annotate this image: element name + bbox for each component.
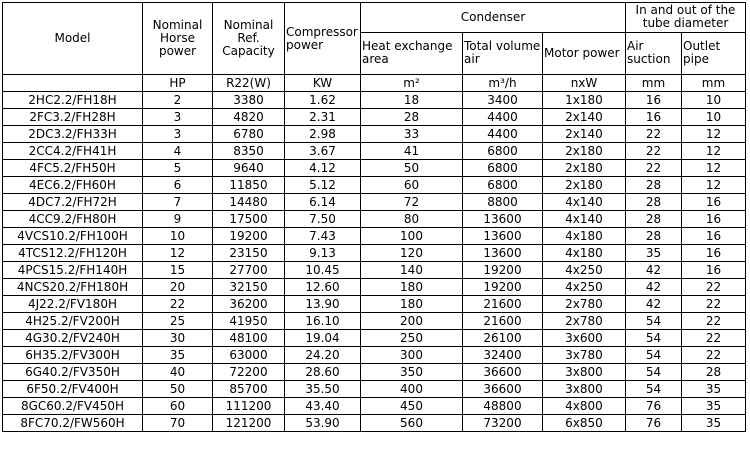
unit-outlet-pipe: mm: [682, 75, 746, 92]
cell-motor-power: 3x780: [543, 347, 626, 364]
cell-model: 4G30.2/FV240H: [3, 330, 143, 347]
cell-ref-capacity: 121200: [213, 415, 285, 432]
cell-ref-capacity: 63000: [213, 347, 285, 364]
cell-air-suction: 42: [626, 296, 682, 313]
cell-model: 8GC60.2/FV450H: [3, 398, 143, 415]
cell-motor-power: 6x850: [543, 415, 626, 432]
table-row: [3, 245, 746, 262]
cell-compressor-power: 9.13: [285, 245, 361, 262]
cell-total-volume-air: 21600: [463, 313, 543, 330]
header-outlet-pipe: Outlet pipe: [682, 32, 746, 74]
cell-total-volume-air: 32400: [463, 347, 543, 364]
cell-outlet-pipe: 28: [682, 364, 746, 381]
cell-outlet-pipe: 12: [682, 126, 746, 143]
cell-compressor-power: 43.40: [285, 398, 361, 415]
cell-model: 4CC9.2/FH80H: [3, 211, 143, 228]
cell-outlet-pipe: 16: [682, 211, 746, 228]
cell-horse-power: 60: [143, 398, 213, 415]
cell-motor-power: 2x180: [543, 160, 626, 177]
cell-outlet-pipe: 16: [682, 228, 746, 245]
cell-model: 4J22.2/FV180H: [3, 296, 143, 313]
cell-ref-capacity: 32150: [213, 279, 285, 296]
cell-outlet-pipe: 22: [682, 296, 746, 313]
cell-ref-capacity: 14480: [213, 194, 285, 211]
header-heat-exchange-area: Heat exchange area: [361, 32, 463, 74]
cell-horse-power: 30: [143, 330, 213, 347]
cell-ref-capacity: 9640: [213, 160, 285, 177]
cell-horse-power: 25: [143, 313, 213, 330]
cell-compressor-power: 28.60: [285, 364, 361, 381]
cell-model: 8FC70.2/FW560H: [3, 415, 143, 432]
cell-heat-exchange-area: 200: [361, 313, 463, 330]
cell-total-volume-air: 36600: [463, 364, 543, 381]
cell-horse-power: 10: [143, 228, 213, 245]
cell-horse-power: 4: [143, 143, 213, 160]
cell-total-volume-air: 8800: [463, 194, 543, 211]
cell-heat-exchange-area: 140: [361, 262, 463, 279]
table-body: [3, 92, 746, 432]
cell-outlet-pipe: 12: [682, 177, 746, 194]
cell-air-suction: 28: [626, 228, 682, 245]
cell-horse-power: 3: [143, 126, 213, 143]
cell-air-suction: 28: [626, 194, 682, 211]
unit-ref-capacity: R22(W): [213, 75, 285, 92]
cell-air-suction: 28: [626, 177, 682, 194]
cell-model: 6H35.2/FV300H: [3, 347, 143, 364]
cell-heat-exchange-area: 33: [361, 126, 463, 143]
table-row: [3, 347, 746, 364]
cell-ref-capacity: 72200: [213, 364, 285, 381]
cell-ref-capacity: 27700: [213, 262, 285, 279]
cell-motor-power: 2x780: [543, 313, 626, 330]
header-compressor-power: Compressor power: [285, 3, 361, 75]
cell-air-suction: 22: [626, 160, 682, 177]
cell-compressor-power: 10.45: [285, 262, 361, 279]
cell-total-volume-air: 6800: [463, 160, 543, 177]
unit-hp: HP: [143, 75, 213, 92]
cell-model: 4TCS12.2/FH120H: [3, 245, 143, 262]
cell-outlet-pipe: 16: [682, 262, 746, 279]
header-tube-diameter: In and out of the tube diameter: [626, 3, 746, 33]
cell-horse-power: 9: [143, 211, 213, 228]
cell-compressor-power: 12.60: [285, 279, 361, 296]
cell-ref-capacity: 36200: [213, 296, 285, 313]
cell-heat-exchange-area: 18: [361, 92, 463, 109]
cell-model: 4DC7.2/FH72H: [3, 194, 143, 211]
unit-compressor: KW: [285, 75, 361, 92]
cell-compressor-power: 13.90: [285, 296, 361, 313]
header-total-volume-air: Total volume air: [463, 32, 543, 74]
cell-total-volume-air: 6800: [463, 177, 543, 194]
cell-motor-power: 1x180: [543, 92, 626, 109]
cell-horse-power: 70: [143, 415, 213, 432]
cell-horse-power: 5: [143, 160, 213, 177]
cell-motor-power: 4x180: [543, 228, 626, 245]
table-row: [3, 143, 746, 160]
cell-air-suction: 54: [626, 381, 682, 398]
cell-motor-power: 2x780: [543, 296, 626, 313]
cell-ref-capacity: 111200: [213, 398, 285, 415]
cell-compressor-power: 4.12: [285, 160, 361, 177]
cell-outlet-pipe: 10: [682, 92, 746, 109]
cell-horse-power: 40: [143, 364, 213, 381]
cell-heat-exchange-area: 60: [361, 177, 463, 194]
cell-compressor-power: 19.04: [285, 330, 361, 347]
cell-heat-exchange-area: 72: [361, 194, 463, 211]
cell-heat-exchange-area: 180: [361, 296, 463, 313]
cell-motor-power: 2x140: [543, 126, 626, 143]
cell-total-volume-air: 6800: [463, 143, 543, 160]
cell-heat-exchange-area: 28: [361, 109, 463, 126]
cell-total-volume-air: 4400: [463, 126, 543, 143]
cell-air-suction: 76: [626, 415, 682, 432]
cell-model: 4FC5.2/FH50H: [3, 160, 143, 177]
cell-horse-power: 3: [143, 109, 213, 126]
cell-ref-capacity: 4820: [213, 109, 285, 126]
cell-air-suction: 16: [626, 92, 682, 109]
cell-air-suction: 54: [626, 347, 682, 364]
cell-motor-power: 4x180: [543, 245, 626, 262]
cell-outlet-pipe: 12: [682, 160, 746, 177]
cell-model: 2CC4.2/FH41H: [3, 143, 143, 160]
cell-outlet-pipe: 16: [682, 245, 746, 262]
cell-total-volume-air: 73200: [463, 415, 543, 432]
unit-model-blank: [3, 75, 143, 92]
cell-model: 2HC2.2/FH18H: [3, 92, 143, 109]
cell-ref-capacity: 17500: [213, 211, 285, 228]
cell-motor-power: 2x140: [543, 109, 626, 126]
cell-outlet-pipe: 35: [682, 381, 746, 398]
cell-compressor-power: 2.98: [285, 126, 361, 143]
cell-compressor-power: 3.67: [285, 143, 361, 160]
cell-total-volume-air: 19200: [463, 262, 543, 279]
cell-horse-power: 2: [143, 92, 213, 109]
cell-outlet-pipe: 12: [682, 143, 746, 160]
cell-horse-power: 12: [143, 245, 213, 262]
unit-air-suction: mm: [626, 75, 682, 92]
cell-total-volume-air: 13600: [463, 228, 543, 245]
cell-horse-power: 20: [143, 279, 213, 296]
table-row: [3, 313, 746, 330]
cell-heat-exchange-area: 250: [361, 330, 463, 347]
table-row: [3, 381, 746, 398]
table-row: [3, 194, 746, 211]
cell-ref-capacity: 11850: [213, 177, 285, 194]
cell-outlet-pipe: 35: [682, 415, 746, 432]
cell-motor-power: 4x140: [543, 211, 626, 228]
cell-heat-exchange-area: 120: [361, 245, 463, 262]
cell-motor-power: 3x600: [543, 330, 626, 347]
cell-model: 4PCS15.2/FH140H: [3, 262, 143, 279]
cell-heat-exchange-area: 450: [361, 398, 463, 415]
cell-ref-capacity: 6780: [213, 126, 285, 143]
cell-heat-exchange-area: 80: [361, 211, 463, 228]
specs-table: [2, 2, 746, 432]
cell-horse-power: 6: [143, 177, 213, 194]
cell-motor-power: 4x250: [543, 279, 626, 296]
cell-motor-power: 2x180: [543, 143, 626, 160]
unit-motor: nxW: [543, 75, 626, 92]
cell-ref-capacity: 41950: [213, 313, 285, 330]
table-row: [3, 279, 746, 296]
cell-outlet-pipe: 10: [682, 109, 746, 126]
cell-total-volume-air: 13600: [463, 211, 543, 228]
cell-total-volume-air: 21600: [463, 296, 543, 313]
cell-air-suction: 76: [626, 398, 682, 415]
cell-model: 4VCS10.2/FH100H: [3, 228, 143, 245]
table-row: [3, 177, 746, 194]
cell-model: 4NCS20.2/FH180H: [3, 279, 143, 296]
cell-model: 6F50.2/FV400H: [3, 381, 143, 398]
cell-compressor-power: 7.50: [285, 211, 361, 228]
table-row: [3, 398, 746, 415]
cell-compressor-power: 53.90: [285, 415, 361, 432]
unit-area: m²: [361, 75, 463, 92]
cell-total-volume-air: 3400: [463, 92, 543, 109]
cell-ref-capacity: 48100: [213, 330, 285, 347]
cell-total-volume-air: 13600: [463, 245, 543, 262]
cell-motor-power: 2x180: [543, 177, 626, 194]
header-condenser: Condenser: [361, 3, 626, 33]
cell-model: 2DC3.2/FH33H: [3, 126, 143, 143]
cell-compressor-power: 5.12: [285, 177, 361, 194]
cell-compressor-power: 35.50: [285, 381, 361, 398]
table-row: [3, 364, 746, 381]
table-row: [3, 92, 746, 109]
cell-heat-exchange-area: 50: [361, 160, 463, 177]
cell-compressor-power: 6.14: [285, 194, 361, 211]
table-row: [3, 109, 746, 126]
cell-outlet-pipe: 22: [682, 347, 746, 364]
cell-outlet-pipe: 22: [682, 279, 746, 296]
header-ref-capacity: Nominal Ref. Capacity: [213, 3, 285, 75]
cell-ref-capacity: 23150: [213, 245, 285, 262]
cell-air-suction: 42: [626, 279, 682, 296]
cell-air-suction: 42: [626, 262, 682, 279]
cell-compressor-power: 24.20: [285, 347, 361, 364]
header-motor-power: Motor power: [543, 32, 626, 74]
cell-heat-exchange-area: 180: [361, 279, 463, 296]
cell-heat-exchange-area: 400: [361, 381, 463, 398]
cell-ref-capacity: 19200: [213, 228, 285, 245]
cell-model: 6G40.2/FV350H: [3, 364, 143, 381]
table-row: [3, 330, 746, 347]
cell-air-suction: 22: [626, 143, 682, 160]
cell-motor-power: 4x250: [543, 262, 626, 279]
header-model: Model: [3, 3, 143, 75]
cell-heat-exchange-area: 300: [361, 347, 463, 364]
header-air-suction: Air suction: [626, 32, 682, 74]
cell-total-volume-air: 36600: [463, 381, 543, 398]
cell-compressor-power: 2.31: [285, 109, 361, 126]
cell-air-suction: 28: [626, 211, 682, 228]
cell-air-suction: 22: [626, 126, 682, 143]
cell-model: 2FC3.2/FH28H: [3, 109, 143, 126]
cell-horse-power: 7: [143, 194, 213, 211]
cell-air-suction: 16: [626, 109, 682, 126]
cell-motor-power: 3x800: [543, 364, 626, 381]
cell-total-volume-air: 26100: [463, 330, 543, 347]
cell-outlet-pipe: 16: [682, 194, 746, 211]
cell-total-volume-air: 4400: [463, 109, 543, 126]
cell-compressor-power: 16.10: [285, 313, 361, 330]
cell-heat-exchange-area: 41: [361, 143, 463, 160]
cell-model: 4EC6.2/FH60H: [3, 177, 143, 194]
cell-heat-exchange-area: 560: [361, 415, 463, 432]
cell-motor-power: 4x140: [543, 194, 626, 211]
header-horse-power: Nominal Horse power: [143, 3, 213, 75]
cell-heat-exchange-area: 350: [361, 364, 463, 381]
table-row: [3, 228, 746, 245]
table-row: [3, 211, 746, 228]
cell-air-suction: 35: [626, 245, 682, 262]
cell-ref-capacity: 3380: [213, 92, 285, 109]
unit-volume: m³/h: [463, 75, 543, 92]
cell-motor-power: 4x800: [543, 398, 626, 415]
cell-outlet-pipe: 35: [682, 398, 746, 415]
cell-heat-exchange-area: 100: [361, 228, 463, 245]
cell-horse-power: 15: [143, 262, 213, 279]
table-row: [3, 415, 746, 432]
table-row: [3, 126, 746, 143]
table-row: [3, 160, 746, 177]
cell-compressor-power: 7.43: [285, 228, 361, 245]
cell-air-suction: 54: [626, 330, 682, 347]
cell-horse-power: 22: [143, 296, 213, 313]
cell-ref-capacity: 8350: [213, 143, 285, 160]
cell-motor-power: 3x800: [543, 381, 626, 398]
cell-horse-power: 50: [143, 381, 213, 398]
cell-air-suction: 54: [626, 364, 682, 381]
table-row: [3, 296, 746, 313]
cell-air-suction: 54: [626, 313, 682, 330]
cell-total-volume-air: 48800: [463, 398, 543, 415]
cell-outlet-pipe: 22: [682, 330, 746, 347]
cell-model: 4H25.2/FV200H: [3, 313, 143, 330]
cell-total-volume-air: 19200: [463, 279, 543, 296]
cell-outlet-pipe: 22: [682, 313, 746, 330]
cell-horse-power: 35: [143, 347, 213, 364]
cell-ref-capacity: 85700: [213, 381, 285, 398]
cell-compressor-power: 1.62: [285, 92, 361, 109]
table-row: [3, 262, 746, 279]
